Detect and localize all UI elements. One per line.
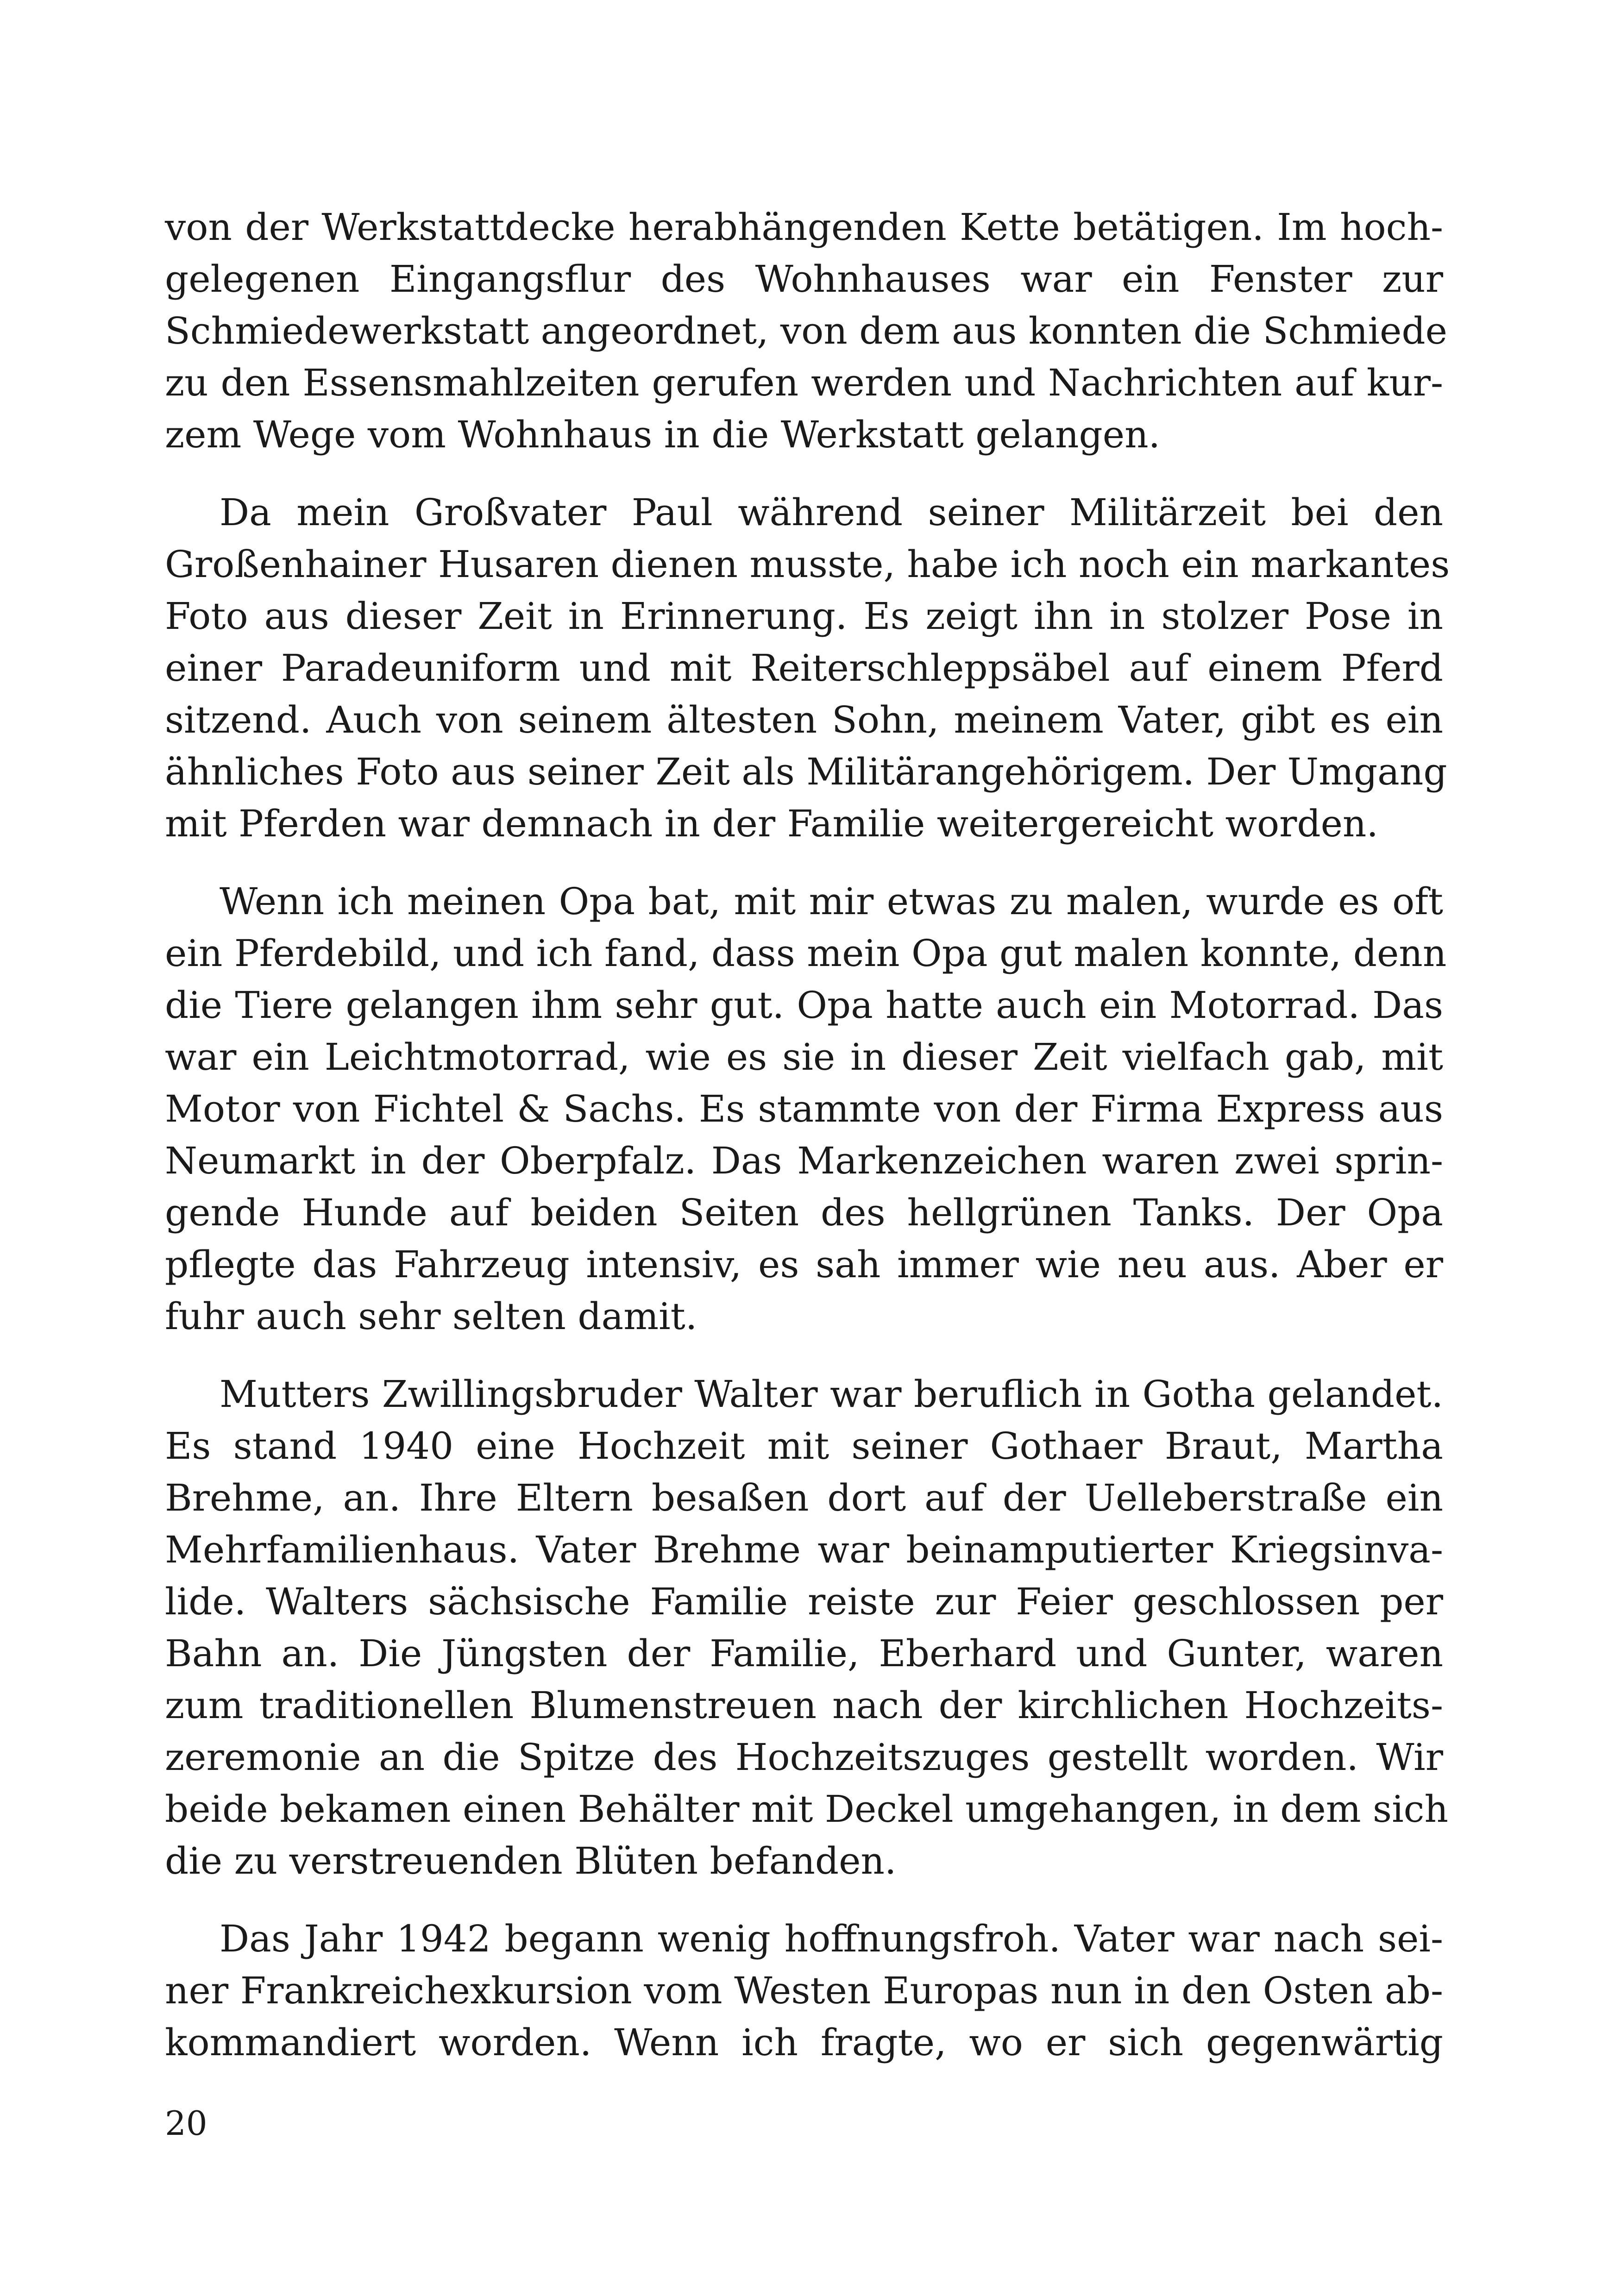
text-line: lide. Walters sächsische Familie reiste zur Feier geschlossen per [165, 1580, 1443, 1623]
text-line: ein Pferdebild, und ich fand, dass mein Opa gut malen konnte, denn [165, 932, 1447, 975]
text-line: ner Frankreichexkursion vom Westen Europas nun in den Osten ab- [165, 1969, 1443, 2012]
text-line: Brehme, an. Ihre Eltern besaßen dort auf der Uelleberstraße ein [165, 1476, 1443, 1519]
text-line: einer Paradeuniform und mit Reiterschleppsäbel auf einem Pferd [165, 646, 1443, 690]
body-text [165, 201, 1450, 2095]
text-line: Wenn ich meinen Opa bat, mit mir etwas zu malen, wurde es oft [220, 880, 1443, 923]
text-line: Das Jahr 1942 begann wenig hoffnungsfroh. Vater war nach sei- [220, 1917, 1443, 1960]
paragraph-5 [165, 1913, 1443, 2069]
text-line: von der Werkstattdecke herabhängenden Kette betätigen. Im hoch- [165, 206, 1443, 249]
text-line: Motor von Fichtel & Sachs. Es stammte von der Firma Express aus [165, 1087, 1443, 1130]
text-line: pflegte das Fahrzeug intensiv, es sah immer wie neu aus. Aber er [165, 1243, 1443, 1286]
text-line: kommandiert worden. Wenn ich fragte, wo er sich gegenwärtig [165, 2021, 1443, 2064]
text-line: die Tiere gelangen ihm sehr gut. Opa hatte auch ein Motorrad. Das [165, 984, 1443, 1027]
text-line: zu den Essensmahlzeiten gerufen werden und Nachrichten auf kur- [165, 361, 1443, 404]
text-line: fuhr auch sehr selten damit. [165, 1295, 697, 1338]
paragraph-3 [165, 876, 1447, 1342]
paragraph-1 [165, 201, 1447, 461]
paragraph-2 [165, 487, 1450, 850]
text-line: Großenhainer Husaren dienen musste, habe ich noch ein markantes [165, 543, 1450, 586]
text-line: Foto aus dieser Zeit in Erinnerung. Es zeigt ihn in stolzer Pose in [165, 595, 1443, 638]
text-line: Schmiedewerkstatt angeordnet, von dem aus konnten die Schmiede [165, 309, 1447, 352]
text-line: Mutters Zwillingsbruder Walter war beruflich in Gotha gelandet. [220, 1373, 1443, 1416]
text-line: ähnliches Foto aus seiner Zeit als Militärangehörigem. Der Umgang [165, 750, 1447, 793]
text-line: Mehrfamilienhaus. Vater Brehme war beinamputierter Kriegsinva- [165, 1528, 1443, 1571]
text-line: Es stand 1940 eine Hochzeit mit seiner Gothaer Braut, Martha [165, 1424, 1443, 1468]
text-line: mit Pferden war demnach in der Familie weitergereicht worden. [165, 802, 1378, 845]
text-line: war ein Leichtmotorrad, wie es sie in dieser Zeit vielfach gab, mit [165, 1035, 1443, 1079]
text-line: Da mein Großvater Paul während seiner Militärzeit bei den [220, 491, 1443, 534]
text-line: die zu verstreuenden Blüten befanden. [165, 1839, 897, 1882]
text-line: gende Hunde auf beiden Seiten des hellgrünen Tanks. Der Opa [165, 1191, 1443, 1234]
text-line: Neumarkt in der Oberpfalz. Das Markenzeichen waren zwei sprin- [165, 1139, 1443, 1182]
text-line: zem Wege vom Wohnhaus in die Werkstatt gelangen. [165, 413, 1161, 456]
text-line: beide bekamen einen Behälter mit Deckel umgehangen, in dem sich [165, 1788, 1448, 1831]
text-line: gelegenen Eingangsflur des Wohnhauses war ein Fenster zur [165, 257, 1443, 301]
page-number: 20 [165, 2104, 207, 2143]
text-line: Bahn an. Die Jüngsten der Familie, Eberhard und Gunter, waren [165, 1632, 1443, 1675]
paragraph-4 [165, 1368, 1448, 1887]
text-line: sitzend. Auch von seinem ältesten Sohn, meinem Vater, gibt es ein [165, 698, 1443, 741]
text-line: zum traditionellen Blumenstreuen nach der kirchlichen Hochzeits- [165, 1684, 1443, 1727]
text-line: zeremonie an die Spitze des Hochzeitszuges gestellt worden. Wir [165, 1736, 1443, 1779]
